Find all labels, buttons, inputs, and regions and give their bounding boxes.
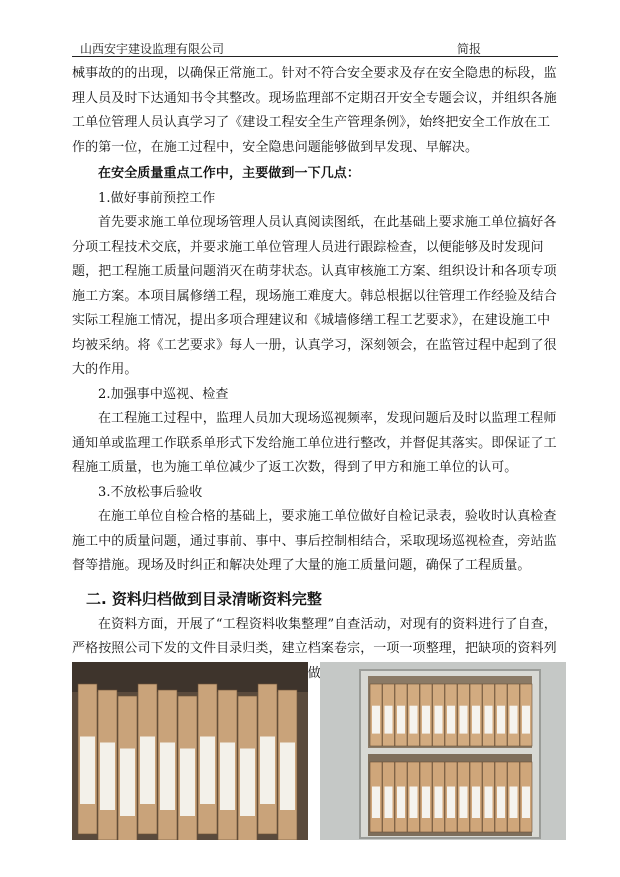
- focus-heading: 在安全质量重点工作中，主要做到一下几点：: [98, 166, 361, 181]
- item1-title: 1.做好事前预控工作: [98, 190, 216, 206]
- section2-text: 在资料方面，开展了“工程资料收集整理”自查活动，对现有的资料进行了自查，严格按照公司下发的文件目录归类，建立档案卷宗，一项一项整理，把缺项的资料列 做: [72, 616, 557, 681]
- photo-row: [72, 662, 562, 840]
- item3-title: 3.不放松事后验收: [98, 484, 203, 500]
- item2-title: 2.加强事中巡视、检查: [98, 386, 229, 402]
- company-name: 山西安宇建设监理有限公司: [80, 42, 225, 56]
- document-body: [72, 62, 558, 711]
- section2-heading: 二. 资料归档做到目录清晰资料完整: [86, 589, 322, 608]
- intro-paragraph: 械事故的的出现，以确保正常施工。针对不符合安全要求及存在安全隐患的标段，监理人员及时下达通知书令其整改。现场监理部不定期召开安全专题会议，并组织各施工单位管理人员认真学习了《建设工程安全生产管理条例》，始终把安全工作放在工作的第一位，在施工过程中，安全隐患问题能够做到早发现、早解决。: [72, 66, 557, 155]
- archive-cabinet-photo: [320, 662, 566, 840]
- item3-text: 在施工单位自检合格的基础上，要求施工单位做好自检记录表，验收时认真检查施工中的质量问题，通过事前、事中、事后控制相结合，采取现场巡视检查，旁站监督等措施。现场及时纠正和解决处理了大量的施工质量问题，确保了工程质量。: [72, 509, 557, 573]
- doc-type: 简报: [457, 42, 482, 56]
- header-rule: [72, 56, 558, 57]
- page-header: [72, 40, 558, 60]
- archive-boxes-photo: [72, 662, 308, 840]
- item1-text: 首先要求施工单位现场管理人员认真阅读图纸，在此基础上要求施工单位搞好各分项工程技术交底，并要求施工单位管理人员进行跟踪检查，以便能够及时发现问题，把工程施工质量问题消灭在萌芽状态。认真审核施工方案、组织设计和各项专项施工方案。本项目属修缮工程，现场施工难度大。韩总根据以往管理工作经验及结合实际工程施工情况，提出多项合理建议和《城墙修缮工程工艺要求》，在建设施工中均被采纳。将《工艺要求》每人一册，认真学习，深刻领会，在监管过程中起到了很大的作用。: [72, 215, 557, 377]
- item2-text: 在工程施工过程中，监理人员加大现场巡视频率，发现问题后及时以监理工程师通知单或监理工作联系单形式下发给施工单位进行整改，并督促其落实。即保证了工程施工质量，也为施工单位减少了返工次数，得到了甲方和施工单位的认可。: [72, 411, 557, 475]
